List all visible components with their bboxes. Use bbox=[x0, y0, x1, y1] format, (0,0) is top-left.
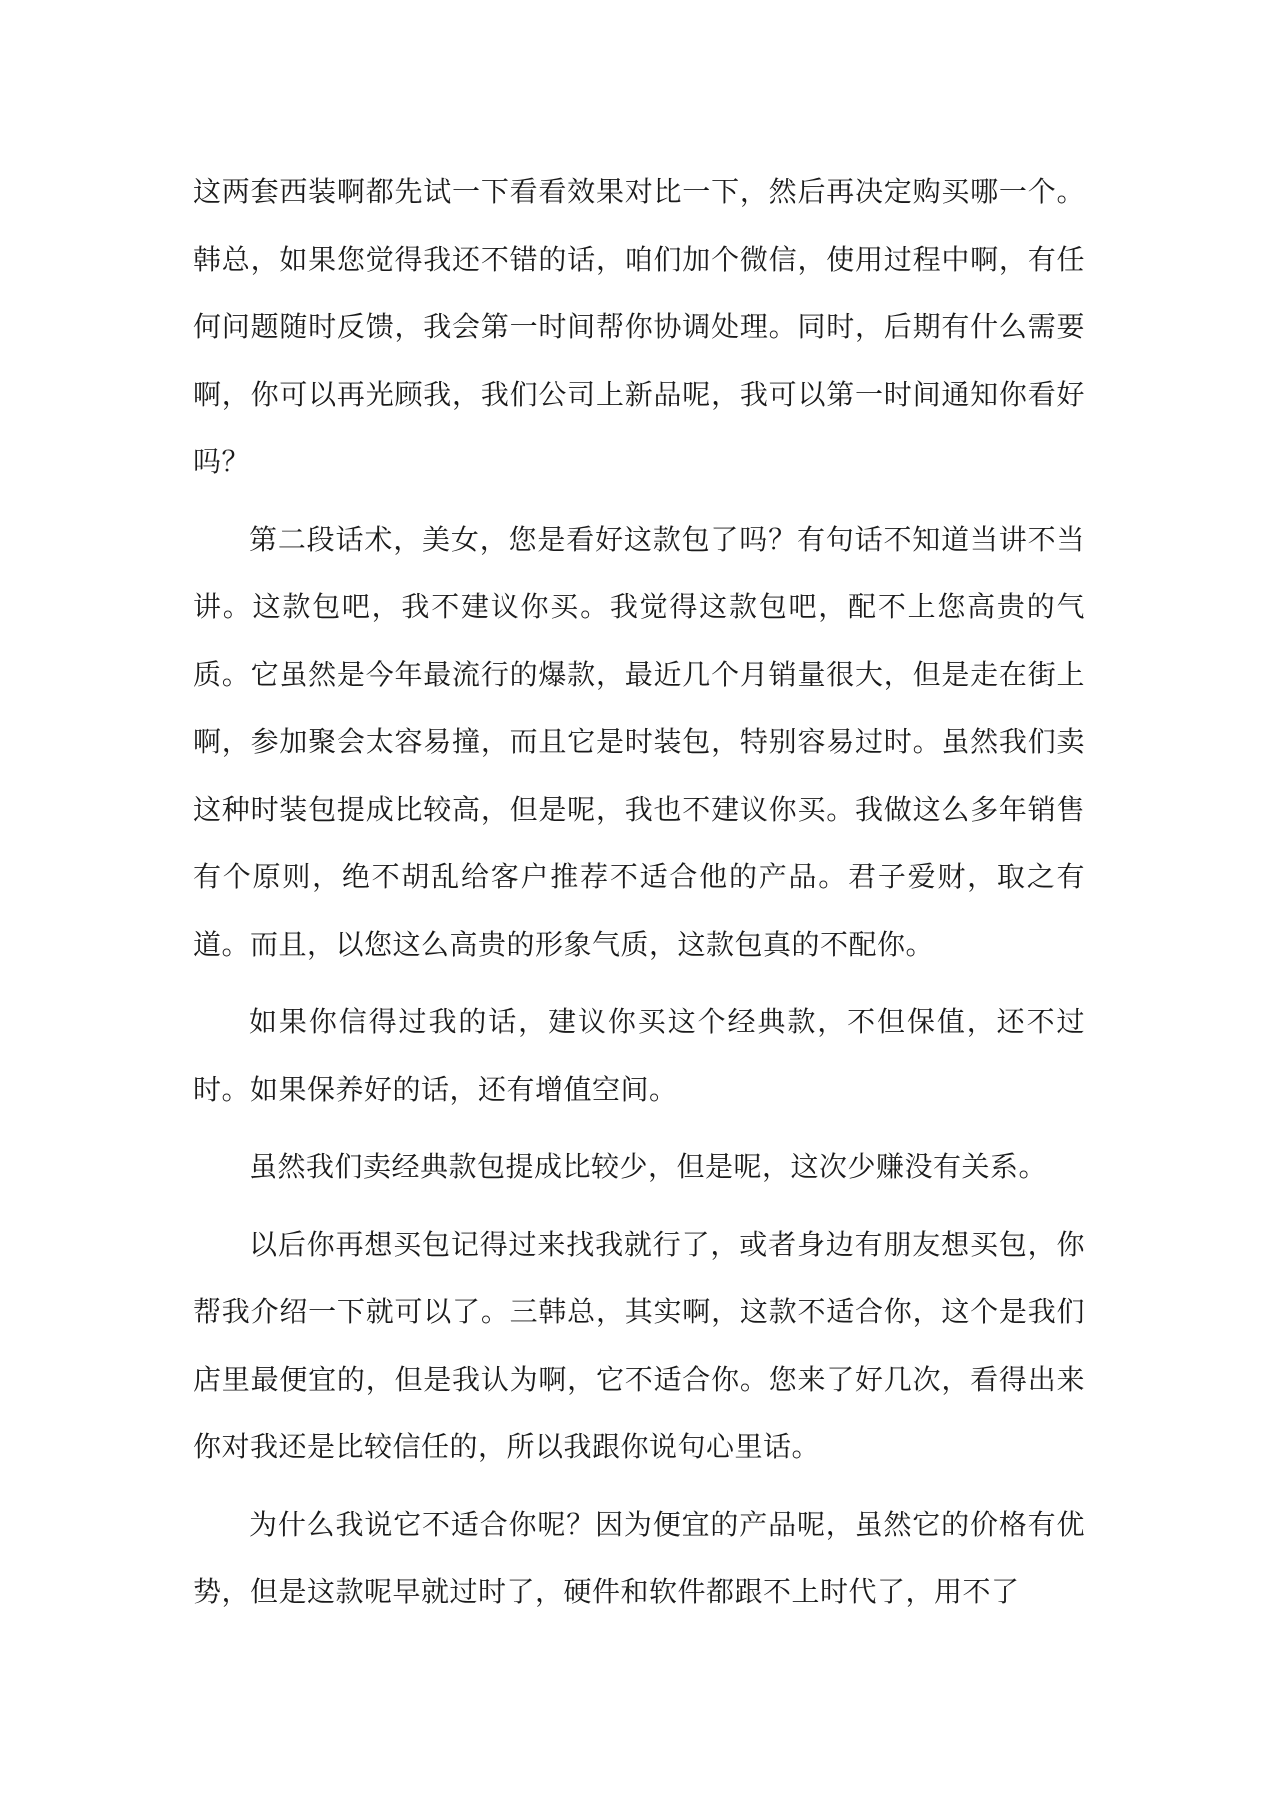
paragraph-3: 如果你信得过我的话，建议你买这个经典款，不但保值，还不过时。如果保养好的话，还有增值空间。 bbox=[193, 1005, 1085, 1106]
paragraph-1: 这两套西装啊都先试一下看看效果对比一下，然后再决定购买哪一个。韩总，如果您觉得我还不错的话，咱们加个微信，使用过程中啊，有任何问题随时反馈，我会第一时间帮你协调处理。同时，后期有什么需要啊，你可以再光顾我，我们公司上新品呢，我可以第一时间通知你看好吗？ bbox=[193, 175, 1085, 478]
paragraph-5: 以后你再想买包记得过来找我就行了，或者身边有朋友想买包，你帮我介绍一下就可以了。三韩总，其实啊，这款不适合你，这个是我们店里最便宜的，但是我认为啊，它不适合你。您来了好几次，看得出来你对我还是比较信任的，所以我跟你说句心里话。 bbox=[193, 1227, 1085, 1463]
document-body bbox=[193, 158, 1085, 1636]
paragraph-2: 第二段话术，美女，您是看好这款包了吗？有句话不知道当讲不当讲。这款包吧，我不建议你买。我觉得这款包吧，配不上您高贵的气质。它虽然是今年最流行的爆款，最近几个月销量很大，但是走在街上啊，参加聚会太容易撞，而且它是时装包，特别容易过时。虽然我们卖这种时装包提成比较高，但是呢，我也不建议你买。我做这么多年销售有个原则，绝不胡乱给客户推荐不适合他的产品。君子爱财，取之有道。而且，以您这么高贵的形象气质，这款包真的不配你。 bbox=[193, 522, 1085, 961]
paragraph-6: 为什么我说它不适合你呢？因为便宜的产品呢，虽然它的价格有优势，但是这款呢早就过时了，硬件和软件都跟不上时代了，用不了 bbox=[193, 1507, 1085, 1608]
paragraph-4: 虽然我们卖经典款包提成比较少，但是呢，这次少赚没有关系。 bbox=[249, 1150, 1048, 1183]
